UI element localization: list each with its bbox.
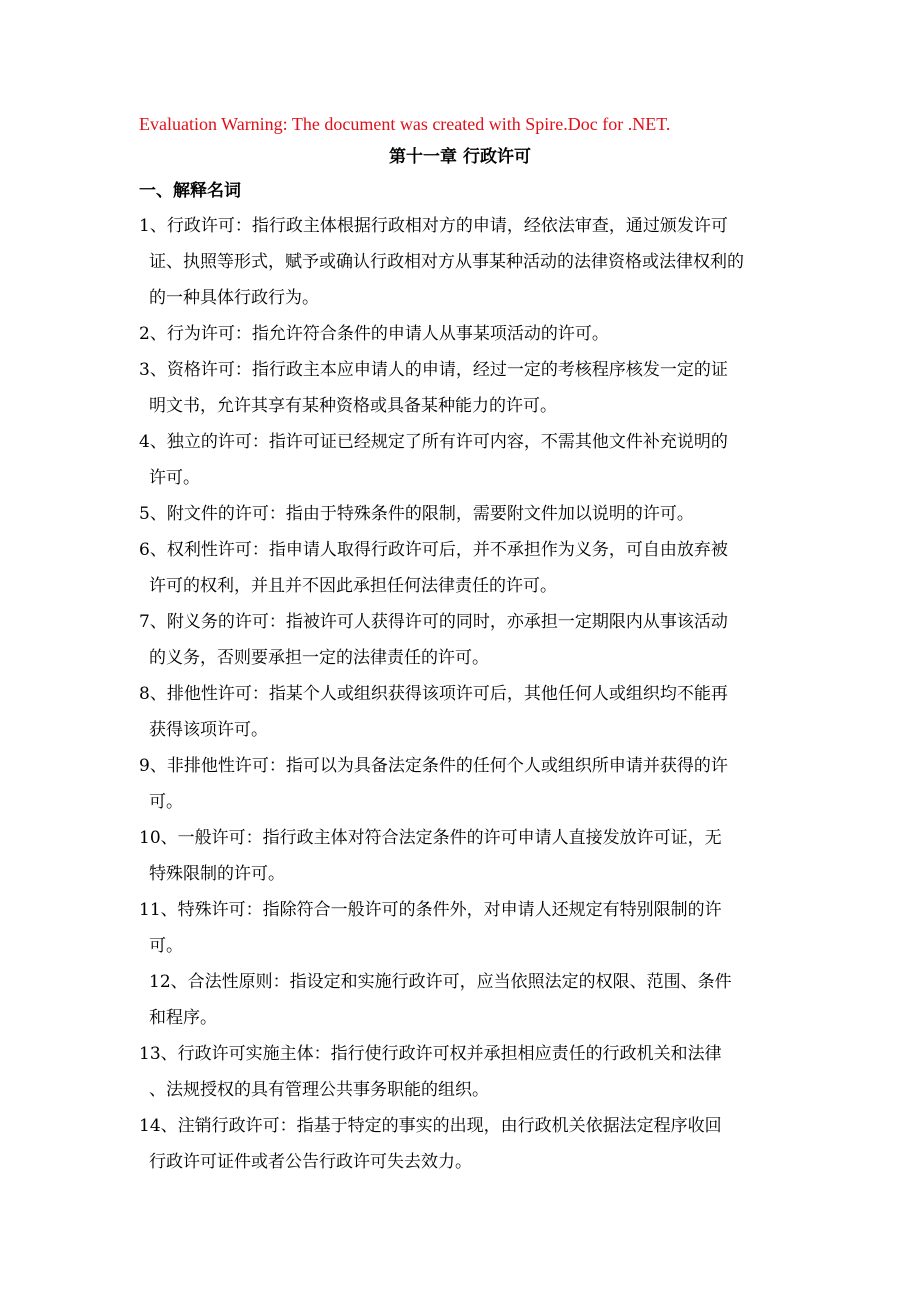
definition-line: 5、附文件的许可：指由于特殊条件的限制，需要附文件加以说明的许可。 [139,504,694,524]
definition-continuation-line: 行政许可证件或者公告行政许可失去效力。 [149,1152,472,1172]
definition-line: 11、特殊许可：指除符合一般许可的条件外，对申请人还规定有特别限制的许 [139,900,722,920]
definition-item [139,352,799,424]
definition-item [139,964,799,1036]
definition-item [139,1108,799,1180]
definition-line: 7、附义务的许可：指被许可人获得许可的同时，亦承担一定期限内从事该活动 [139,612,728,632]
definition-continuation-line: 获得该项许可。 [149,720,268,740]
definition-continuation-line: 明文书，允许其享有某种资格或具备某种能力的许可。 [149,396,557,416]
definition-line: 2、行为许可：指允许符合条件的申请人从事某项活动的许可。 [139,324,609,344]
definition-line: 9、非排他性许可：指可以为具备法定条件的任何个人或组织所申请并获得的许 [139,756,728,776]
definition-item [139,1036,799,1108]
definition-item [139,676,799,748]
definition-continuation-line: 可。 [149,936,183,956]
definition-line: 12、合法性原则：指设定和实施行政许可，应当依照法定的权限、范围、条件 [149,972,732,992]
section-title: 一、解释名词 [139,181,241,201]
definition-item [139,820,799,892]
definition-list [139,208,799,1180]
definition-line: 3、资格许可：指行政主本应申请人的申请，经过一定的考核程序核发一定的证 [139,360,728,380]
chapter-title: 第十一章 行政许可 [389,147,531,167]
definition-line: 1、行政许可：指行政主体根据行政相对方的申请，经依法审查，通过颁发许可 [139,216,728,236]
definition-continuation-line: 许可。 [149,468,200,488]
definition-item [139,316,799,352]
definition-line: 10、一般许可：指行政主体对符合法定条件的许可申请人直接发放许可证，无 [139,828,722,848]
definition-continuation-line: 证、执照等形式，赋予或确认行政相对方从事某种活动的法律资格或法律权利的 [149,252,744,272]
evaluation-warning: Evaluation Warning: The document was created with Spire.Doc for .NET. [139,114,671,134]
definition-item [139,748,799,820]
definition-line: 13、行政许可实施主体：指行使行政许可权并承担相应责任的行政机关和法律 [139,1044,722,1064]
definition-item [139,604,799,676]
definition-continuation-line: 的义务，否则要承担一定的法律责任的许可。 [149,648,489,668]
definition-item [139,496,799,532]
definition-continuation-line: 特殊限制的许可。 [149,864,285,884]
definition-line: 6、权利性许可：指申请人取得行政许可后，并不承担作为义务，可自由放弃被 [139,540,728,560]
definition-line: 4、独立的许可：指许可证已经规定了所有许可内容，不需其他文件补充说明的 [139,432,728,452]
definition-continuation-line: 和程序。 [149,1008,217,1028]
definition-continuation-line: 许可的权利，并且并不因此承担任何法律责任的许可。 [149,576,557,596]
definition-line: 14、注销行政许可：指基于特定的事实的出现，由行政机关依据法定程序收回 [139,1116,722,1136]
definition-item [139,208,799,316]
definition-continuation-line: 的一种具体行政行为。 [149,288,319,308]
definition-line: 8、排他性许可：指某个人或组织获得该项许可后，其他任何人或组织均不能再 [139,684,728,704]
definition-item [139,892,799,964]
definition-item [139,424,799,496]
definition-continuation-line: 、法规授权的具有管理公共事务职能的组织。 [149,1080,489,1100]
definition-item [139,532,799,604]
definition-continuation-line: 可。 [149,792,183,812]
